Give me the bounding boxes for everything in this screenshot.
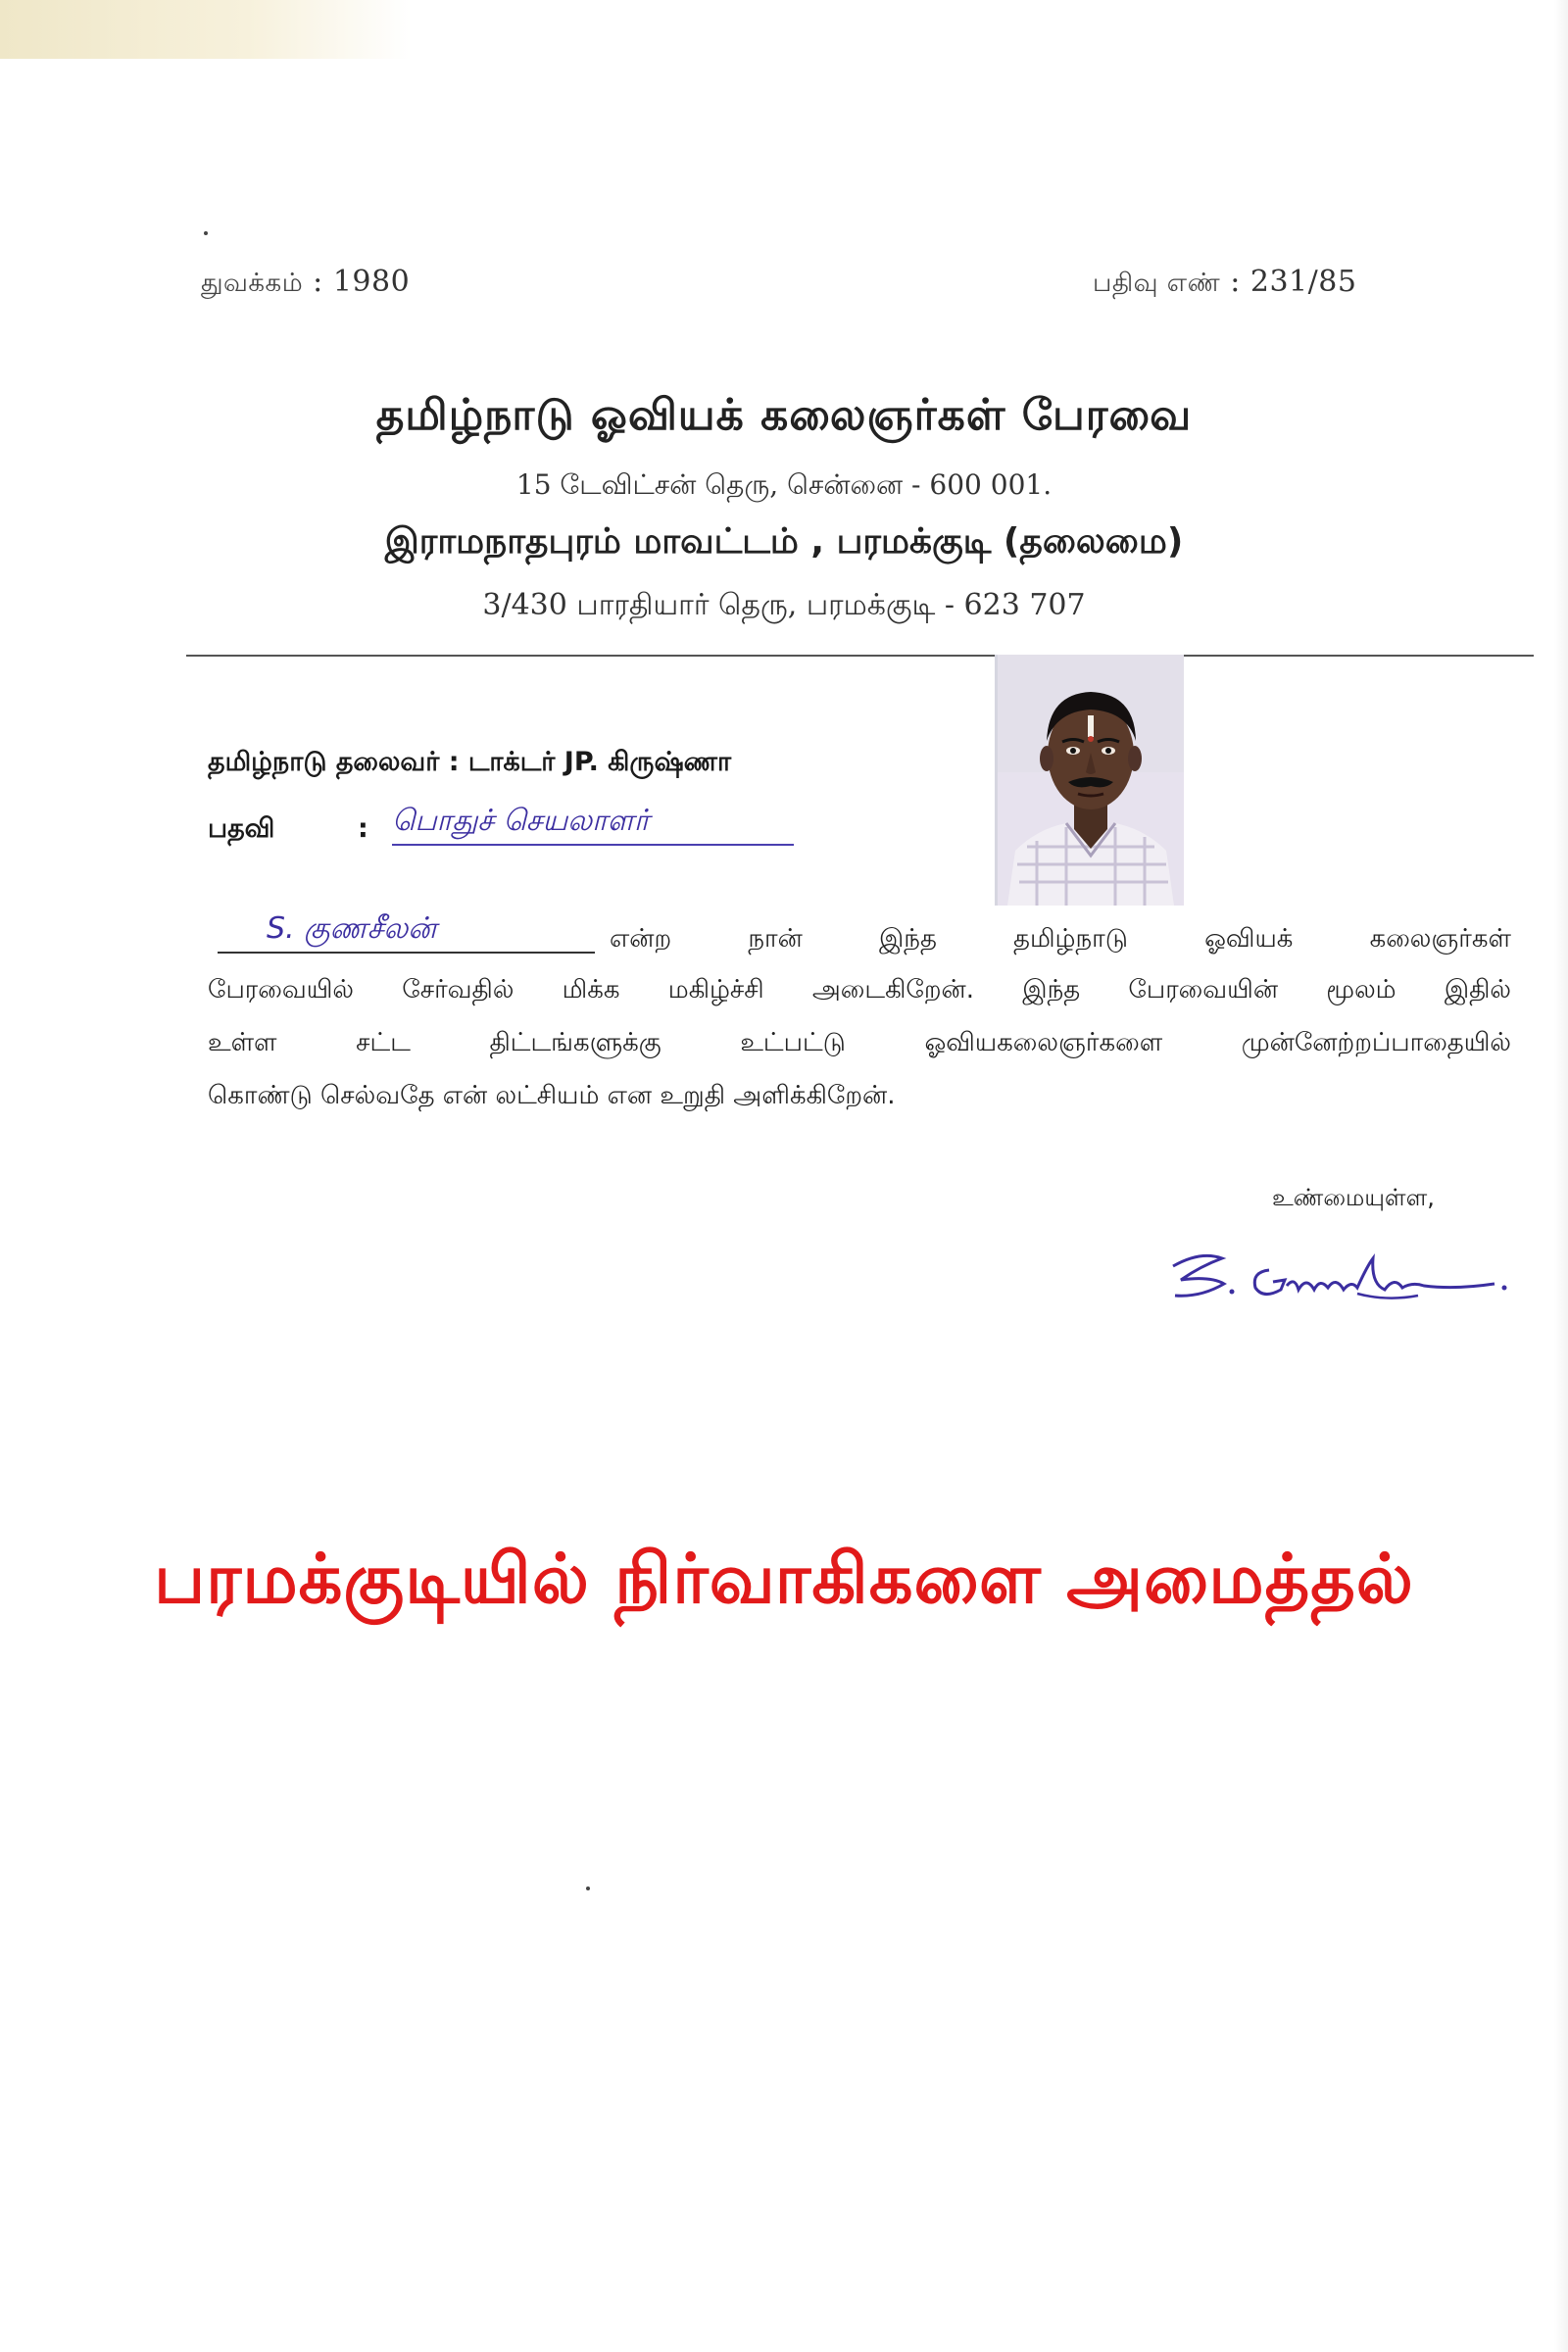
declaration-line-1: என்ற நான் இந்த தமிழ்நாடு ஓவியக் கலைஞர்கள் <box>610 924 1511 954</box>
founded-info <box>201 265 410 301</box>
registration-value: : 231/85 <box>1230 265 1357 299</box>
founded-value: : 1980 <box>313 265 411 299</box>
organization-address: 15 டேவிட்சன் தெரு, சென்னை - 600 001. <box>515 468 1053 501</box>
declaration-line-2: பேரவையில் சேர்வதில் மிக்க மகிழ்ச்சி அடைகிறேன். இந்த பேரவையின் மூலம் இதில் <box>208 975 1511 1004</box>
post-colon: : <box>358 813 368 844</box>
post-value-handwritten: பொதுச் செயலாளர் <box>392 804 794 846</box>
event-banner-title: பரமக்குடியில் நிர்வாகிகளை அமைத்தல் <box>154 1539 1414 1619</box>
organization-title: தமிழ்நாடு ஓவியக் கலைஞர்கள் பேரவை <box>375 390 1193 440</box>
declaration-line-4: கொண்டு செல்வதே என் லட்சியம் என உறுதி அளிக்கிறேன். <box>208 1081 896 1110</box>
scan-shading <box>0 0 412 59</box>
registration-label: பதிவு எண் <box>1093 269 1221 298</box>
scan-edge <box>1554 0 1568 2352</box>
branch-address: 3/430 பாரதியார் தெரு, பரமக்குடி - 623 707 <box>482 588 1086 622</box>
post-label: பதவி <box>208 813 275 844</box>
branch-title: இராமநாதபுரம் மாவட்டம் , பரமக்குடி (தலைமை) <box>384 521 1184 562</box>
closing-salutation: உண்மையுள்ள, <box>1272 1184 1435 1211</box>
scan-speck <box>586 1886 590 1890</box>
member-name-handwritten: S. குணசீலன் <box>218 911 595 954</box>
registration-info <box>1093 265 1356 301</box>
signature <box>1161 1237 1524 1315</box>
founded-label: துவக்கம் <box>201 269 304 298</box>
letterhead-divider <box>186 655 1534 657</box>
declaration-line-3: உள்ள சட்ட திட்டங்களுக்கு உட்பட்டு ஓவியகலைஞர்களை முன்னேற்றப்பாதையில் <box>208 1028 1511 1057</box>
scan-speck <box>204 231 208 235</box>
member-photo <box>995 655 1184 906</box>
state-leader: தமிழ்நாடு தலைவர் : டாக்டர் JP. கிருஷ்ணா <box>208 747 732 777</box>
